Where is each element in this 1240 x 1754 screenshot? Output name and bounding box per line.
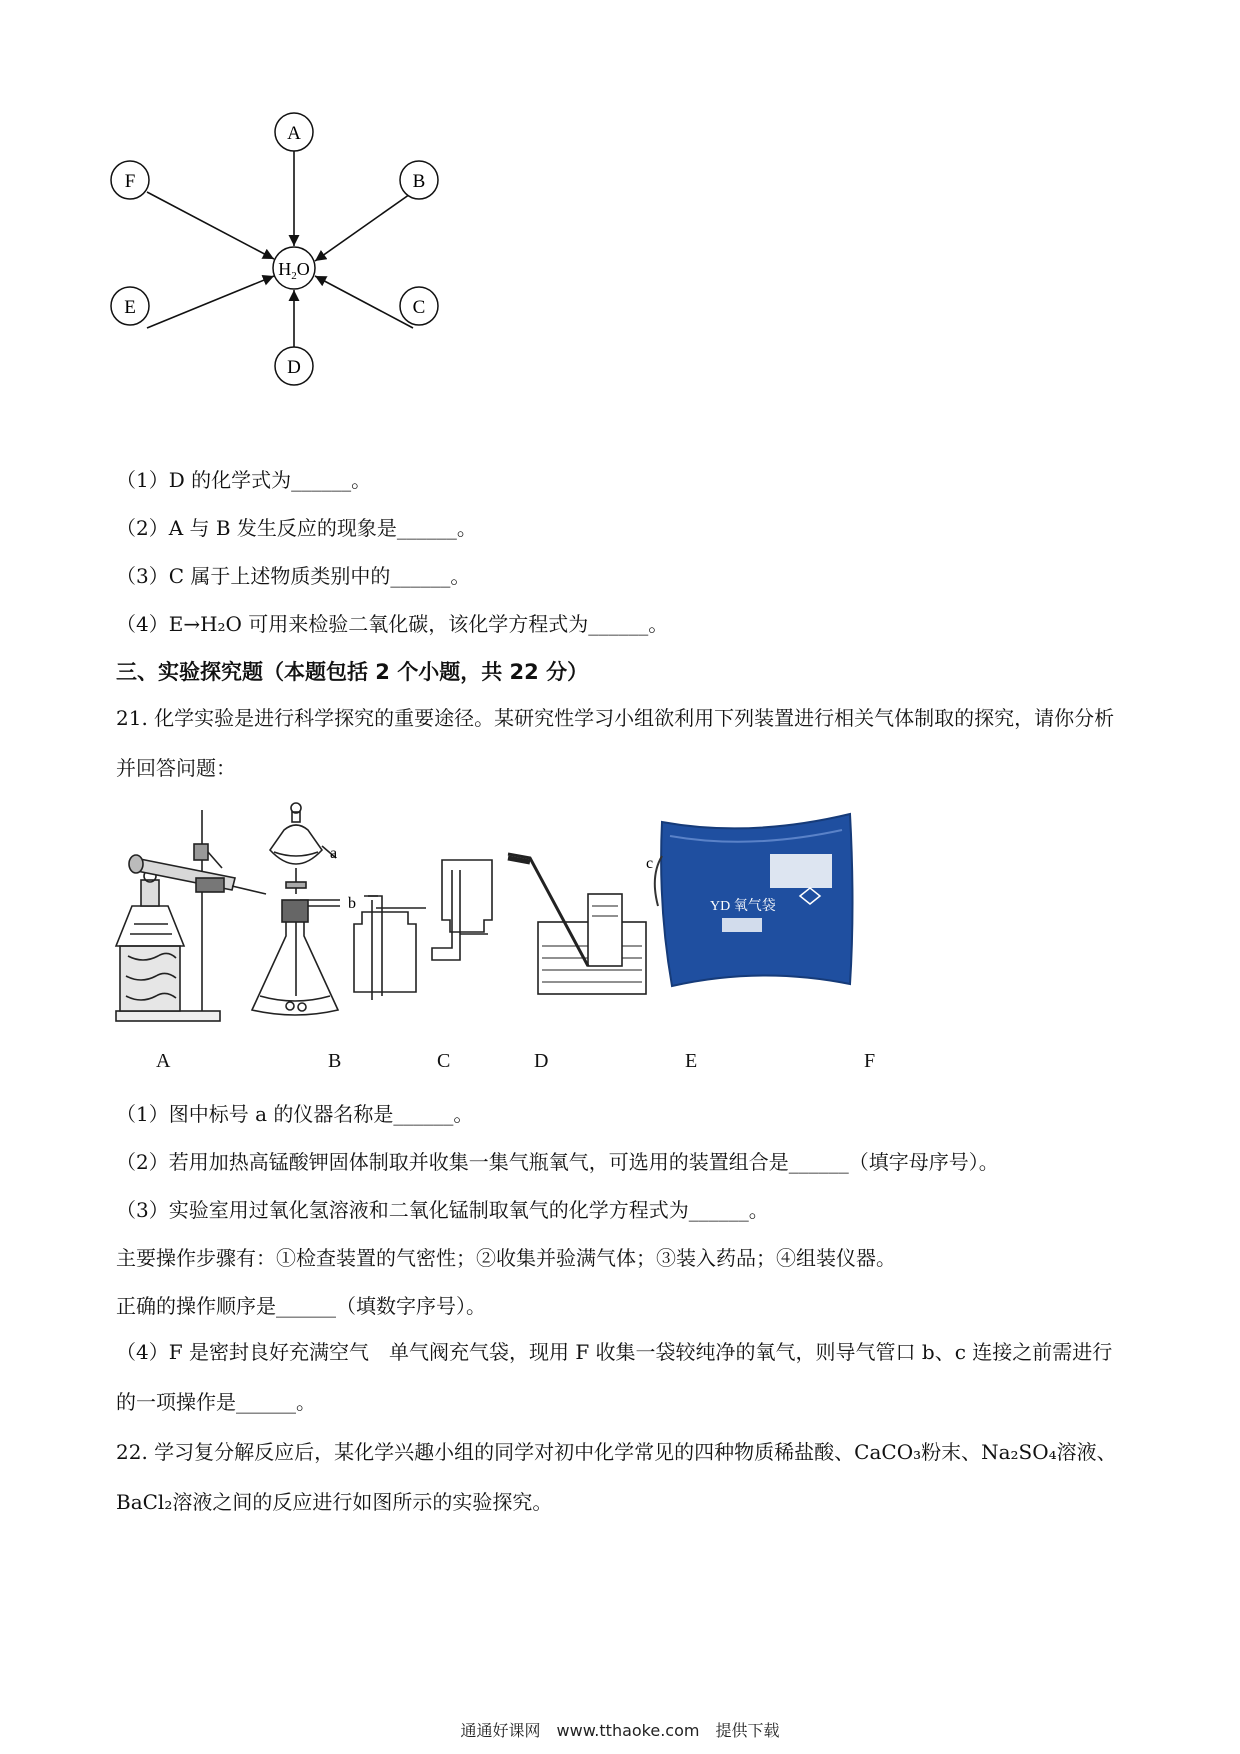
svg-text:E: E: [124, 297, 136, 318]
arrow-f: [147, 192, 274, 259]
mark-b: b: [348, 895, 356, 912]
node-c: [400, 287, 438, 325]
node-a: [275, 113, 313, 151]
arrow-e: [147, 276, 274, 328]
q21-item-4: （4）F 是密封良好充满空气 单气阀充气袋，现用 F 收集一袋较纯净的氧气，则导气管口 b、c 连接之前需进行的一项操作是______。: [116, 1340, 1113, 1414]
apparatus-label-e: E: [685, 1050, 698, 1072]
node-e: [111, 287, 149, 325]
mark-a: a: [330, 845, 338, 862]
apparatus-label-d: D: [534, 1050, 549, 1072]
q21-steps: 主要操作步骤有：①检查装置的气密性；②收集并验满气体；③装入药品；④组装仪器。: [116, 1246, 896, 1270]
apparatus-label-c: C: [437, 1050, 451, 1072]
section-3-heading: 三、实验探究题（本题包括 2 个小题，共 22 分）: [116, 660, 589, 684]
apparatus-label-b: B: [328, 1050, 342, 1072]
q20-item-4: （4）E→H₂O 可用来检验二氧化碳，该化学方程式为______。: [116, 612, 669, 636]
svg-text:YD 氧气袋: YD 氧气袋: [710, 899, 776, 914]
q20-item-3: （3）C 属于上述物质类别中的______。: [116, 564, 471, 588]
arrow-b: [315, 192, 413, 261]
svg-text:D: D: [287, 357, 301, 378]
svg-text:B: B: [412, 171, 426, 192]
q21-item-2: （2）若用加热高锰酸钾固体制取并收集一集气瓶氧气，可选用的装置组合是______（填字母序号）。: [116, 1150, 999, 1174]
svg-text:A: A: [287, 123, 301, 144]
svg-text:H2O: $H_2O$: [278, 259, 310, 282]
node-f: [111, 161, 149, 199]
apparatus-b: [252, 803, 340, 1015]
q21-item-3: （3）实验室用过氧化氢溶液和二氧化锰制取氧气的化学方程式为______。: [116, 1198, 769, 1222]
apparatus-label-f: F: [864, 1050, 876, 1072]
q20-item-1: （1）D 的化学式为______。: [116, 468, 372, 492]
node-water: [273, 247, 315, 289]
q21-item-1: （1）图中标号 a 的仪器名称是______。: [116, 1102, 474, 1126]
q20-item-2: （2）A 与 B 发生反应的现象是______。: [116, 516, 477, 540]
apparatus-figure: [110, 796, 970, 1036]
svg-text:C: C: [412, 297, 426, 318]
apparatus-f: [655, 814, 853, 986]
q21-stem: 21. 化学实验是进行科学探究的重要途径。某研究性学习小组欲利用下列装置进行相关气体制取的探究，请你分析并回答问题：: [116, 706, 1115, 780]
svg-text:F: F: [124, 171, 136, 192]
arrow-c: [315, 276, 413, 328]
node-b: [400, 161, 438, 199]
apparatus-label-a: A: [156, 1050, 171, 1072]
q21-order: 正确的操作顺序是______（填数字序号）。: [116, 1294, 486, 1318]
node-d: [275, 347, 313, 385]
apparatus-e: [508, 854, 646, 994]
apparatus-d: [432, 860, 492, 960]
q22-stem: 22. 学习复分解反应后，某化学兴趣小组的同学对初中化学常见的四种物质稀盐酸、CaCO₃粉末、Na₂SO₄溶液、BaCl₂溶液之间的反应进行如图所示的实验探究。: [116, 1440, 1117, 1514]
substance-relation-diagram: [110, 110, 470, 440]
mark-c: c: [646, 855, 654, 872]
apparatus-a: [116, 810, 266, 1021]
apparatus-c: [354, 896, 426, 1000]
page-footer: 通通好课网 www.tthaoke.com 提供下载: [460, 1721, 780, 1740]
